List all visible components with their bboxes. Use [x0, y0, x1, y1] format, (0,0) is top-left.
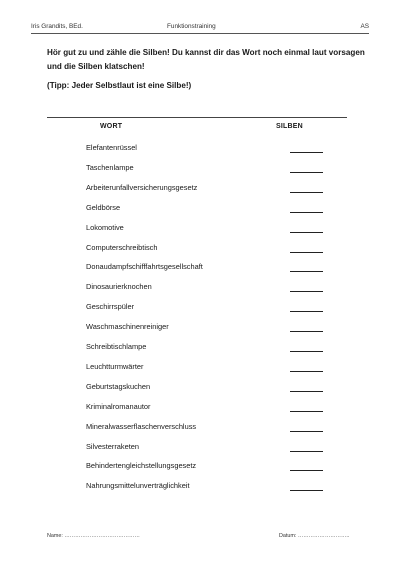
word-label: Geburtstagskuchen [86, 381, 151, 391]
list-item [0, 163, 400, 175]
list-item [0, 262, 400, 274]
syllable-answer-line[interactable] [290, 490, 323, 491]
list-item [0, 243, 400, 255]
word-label: Behindertengleichstellungsgesetz [86, 461, 197, 471]
syllable-answer-line[interactable] [290, 351, 323, 352]
word-label: Geldbörse [86, 202, 121, 212]
syllable-answer-line[interactable] [290, 470, 323, 471]
word-label: Kriminalromanautor [86, 401, 151, 411]
syllable-answer-line[interactable] [290, 232, 323, 233]
syllable-answer-line[interactable] [290, 152, 323, 153]
list-item [0, 382, 400, 394]
date-field[interactable]: Datum: ……………………….. [279, 533, 350, 539]
name-field[interactable]: Name: …………………………………… [47, 533, 140, 539]
header-divider [31, 33, 369, 34]
list-item [0, 461, 400, 473]
list-item [0, 203, 400, 215]
syllable-answer-line[interactable] [290, 411, 323, 412]
list-item [0, 223, 400, 235]
list-item [0, 302, 400, 314]
word-label: Donaudampfschifffahrtsgesellschaft [86, 262, 203, 272]
word-label: Mineralwasserflaschenverschluss [86, 421, 197, 431]
word-label: Computerschreibtisch [86, 242, 158, 252]
word-label: Dinosaurierknochen [86, 282, 152, 292]
list-item [0, 183, 400, 195]
instruction-text: Hör gut zu und zähle die Silben! Du kannst dir das Wort noch einmal laut vorsagen und die Silben klatschen! [47, 48, 365, 71]
syllable-answer-line[interactable] [290, 311, 323, 312]
list-item [0, 481, 400, 493]
word-label: Elefantenrüssel [86, 143, 137, 152]
list-item [0, 422, 400, 434]
syllable-answer-line[interactable] [290, 252, 323, 253]
tip-text: (Tipp: Jeder Selbstlaut ist eine Silbe!) [47, 81, 192, 90]
word-label: Arbeiterunfallversicherungsgesetz [86, 182, 198, 192]
list-item [0, 362, 400, 374]
list-item [0, 442, 400, 454]
list-item [0, 282, 400, 294]
word-label: Lokomotive [86, 222, 124, 232]
word-label: Waschmaschinenreiniger [86, 322, 169, 332]
syllable-answer-line[interactable] [290, 451, 323, 452]
word-label: Silvesterraketen [86, 441, 139, 451]
syllable-answer-line[interactable] [290, 192, 323, 193]
word-label: Nahrungsmittelunverträglichkeit [86, 481, 190, 491]
author-name: Iris Grandits, BEd. [31, 23, 83, 30]
syllable-answer-line[interactable] [290, 391, 323, 392]
word-label: Geschirrspüler [86, 302, 135, 312]
syllable-answer-line[interactable] [290, 331, 323, 332]
column-header-syllables: SILBEN [276, 123, 303, 130]
list-item [0, 143, 400, 155]
list-item [0, 322, 400, 334]
word-label: Leuchtturmwärter [86, 361, 144, 371]
syllable-answer-line[interactable] [290, 271, 323, 272]
list-item [0, 342, 400, 354]
syllable-answer-line[interactable] [290, 431, 323, 432]
worksheet-code: AS [360, 23, 369, 30]
syllable-answer-line[interactable] [290, 291, 323, 292]
list-item [0, 402, 400, 414]
worksheet-title: Funktionstraining [167, 23, 216, 30]
table-divider [47, 117, 347, 118]
syllable-answer-line[interactable] [290, 212, 323, 213]
syllable-answer-line[interactable] [290, 371, 323, 372]
column-header-word: WORT [100, 123, 123, 130]
syllable-answer-line[interactable] [290, 172, 323, 173]
word-label: Schreibtischlampe [86, 342, 147, 351]
word-label: Taschenlampe [86, 162, 134, 172]
